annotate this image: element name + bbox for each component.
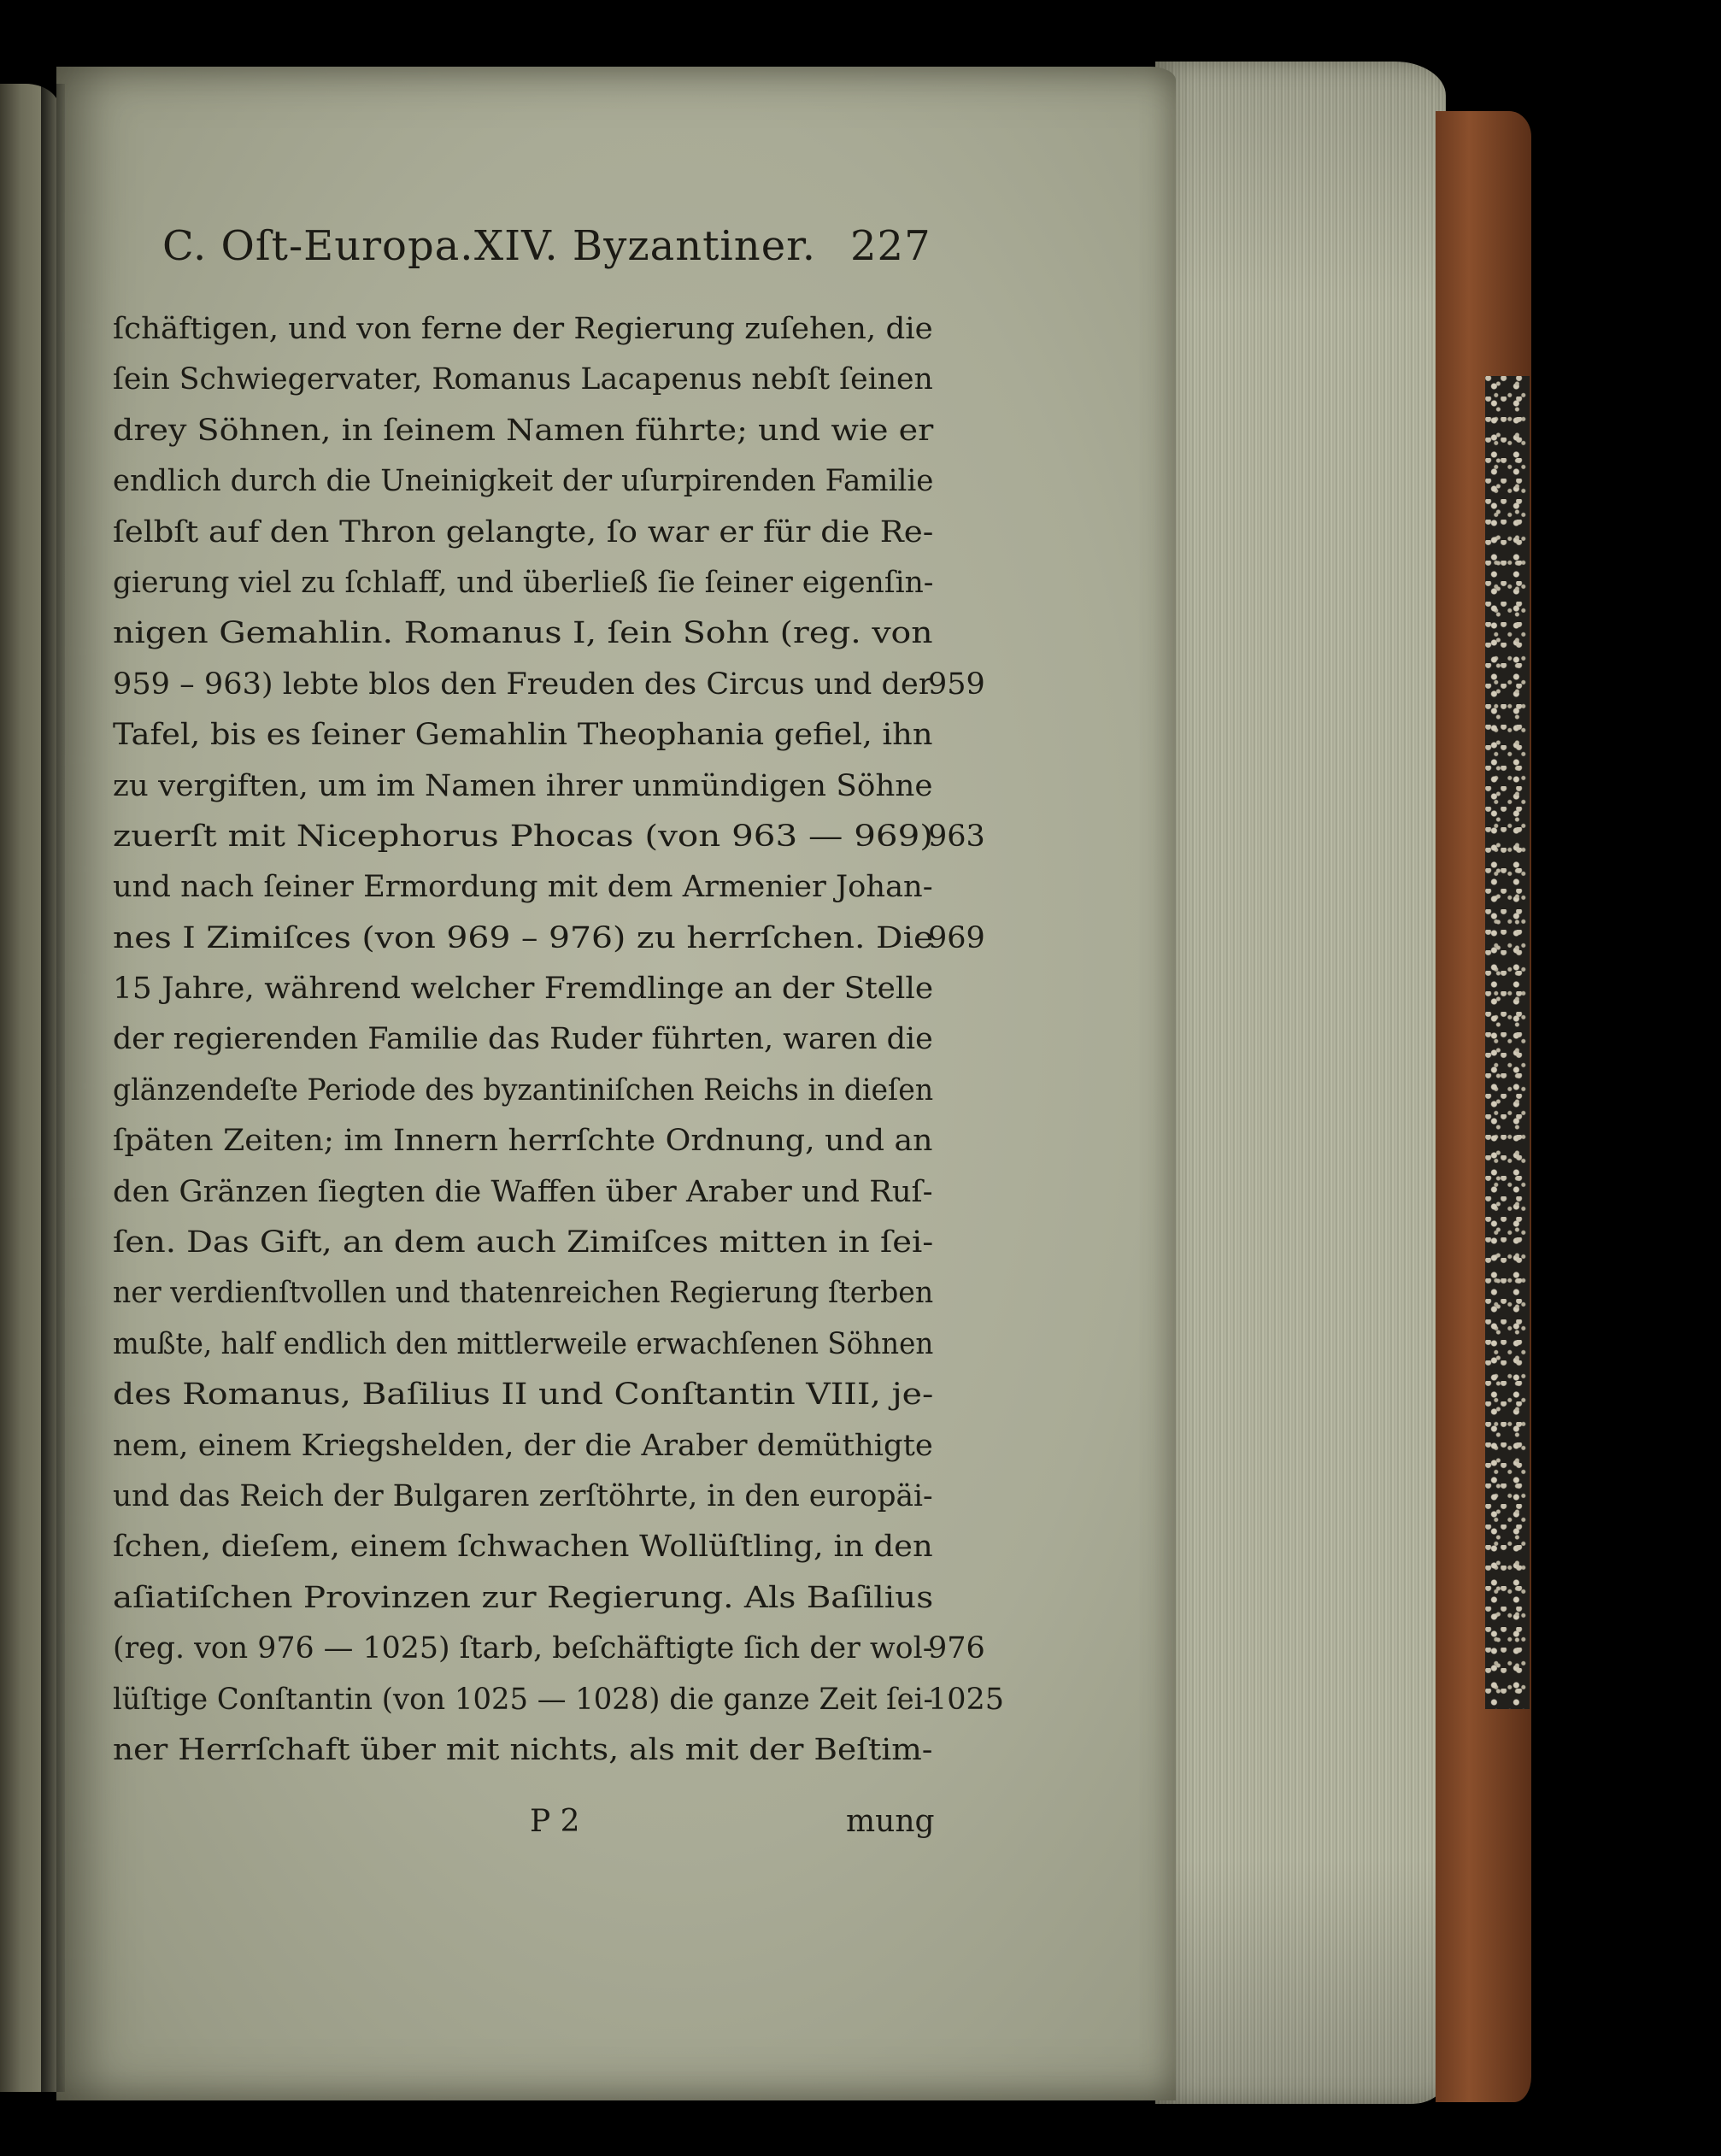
margin-date: 969 — [928, 920, 985, 955]
body-text — [113, 304, 933, 1776]
catchword: mung — [846, 1804, 935, 1839]
running-head-section: C. Oſt-Europa. — [162, 222, 474, 270]
text-line: nes I Zimiſces (von 969 – 976) zu herrſchen. Die — [113, 920, 934, 955]
text-line: drey Söhnen, in ſeinem Namen führte; und wie er — [113, 413, 934, 448]
margin-date: 963 — [928, 820, 985, 854]
margin-date: 959 — [928, 667, 985, 702]
gutter-shadow — [41, 84, 65, 2092]
margin-date: 1025 — [928, 1682, 1005, 1717]
text-line: 959 – 963) lebte blos den Freuden des Circus und der — [113, 667, 933, 702]
text-line: endlich durch die Uneinigkeit der uſurpirenden Familie — [113, 464, 934, 499]
fore-edge-page-block — [1155, 62, 1446, 2104]
text-line: zu vergiften, um im Namen ihrer unmündigen Söhne — [113, 768, 933, 803]
text-line: mußte, half endlich den mittlerweile erwachſenen Söhnen — [113, 1326, 934, 1361]
text-line: ner Herrſchaft über mit nichts, als mit der Beſtim- — [113, 1732, 933, 1767]
running-head — [162, 220, 931, 272]
text-line: aſiatiſchen Provinzen zur Regierung. Als Baſilius — [113, 1580, 934, 1615]
text-line: ſelbſt auf den Thron gelangte, ſo war er für die Re- — [113, 514, 934, 549]
running-head-chapter: XIV. Byzantiner. — [474, 222, 817, 270]
text-line: und das Reich der Bulgaren zerſtöhrte, in den europäi- — [113, 1478, 933, 1513]
marbled-board — [1485, 376, 1530, 1709]
text-line: der regierenden Familie das Ruder führten, waren die — [113, 1022, 933, 1057]
text-line: glänzendeſte Periode des byzantiniſchen Reichs in dieſen — [113, 1072, 934, 1107]
text-line: ſpäten Zeiten; im Innern herrſchte Ordnung, und an — [113, 1124, 933, 1159]
text-line: nigen Gemahlin. Romanus I, ſein Sohn (reg. von — [113, 616, 933, 651]
text-line: des Romanus, Baſilius II und Conſtantin VIII, je- — [113, 1378, 934, 1413]
page-footer — [530, 1796, 940, 1848]
text-line: den Gränzen ſiegten die Waffen über Araber und Ruſ- — [113, 1174, 933, 1209]
text-line: (reg. von 976 — 1025) ſtarb, beſchäftigte ſich der wol- — [113, 1631, 933, 1666]
text-line: ſchäftigen, und von ferne der Regierung zuſehen, die — [113, 312, 933, 346]
text-line: lüſtige Conſtantin (von 1025 — 1028) die ganze Zeit ſei- — [113, 1682, 933, 1717]
text-line: und nach ſeiner Ermordung mit dem Armenier Johan- — [113, 870, 933, 905]
text-line: ſein Schwiegervater, Romanus Lacapenus nebſt ſeinen — [113, 362, 933, 397]
text-line: Tafel, bis es ſeiner Gemahlin Theophania gefiel, ihn — [113, 718, 933, 753]
signature-mark: P 2 — [530, 1804, 580, 1839]
text-line: nem, einem Kriegshelden, der die Araber demüthigte — [113, 1428, 933, 1463]
page-number: 227 — [850, 222, 931, 270]
text-line: ſchen, dieſem, einem ſchwachen Wollüſtling, in den — [113, 1530, 933, 1565]
text-line: zuerſt mit Nicephorus Phocas (von 963 — 969) — [113, 819, 934, 854]
text-line: ner verdienſtvollen und thatenreichen Regierung ſterben — [113, 1276, 934, 1311]
text-line: 15 Jahre, während welcher Fremdlinge an der Stelle — [113, 972, 934, 1007]
text-line: gierung viel zu ſchlaff, und überließ ſie ſeiner eigenſin- — [113, 565, 934, 600]
text-line: ſen. Das Gift, an dem auch Zimiſces mitten in ſei- — [113, 1225, 934, 1260]
margin-date: 976 — [928, 1631, 985, 1666]
